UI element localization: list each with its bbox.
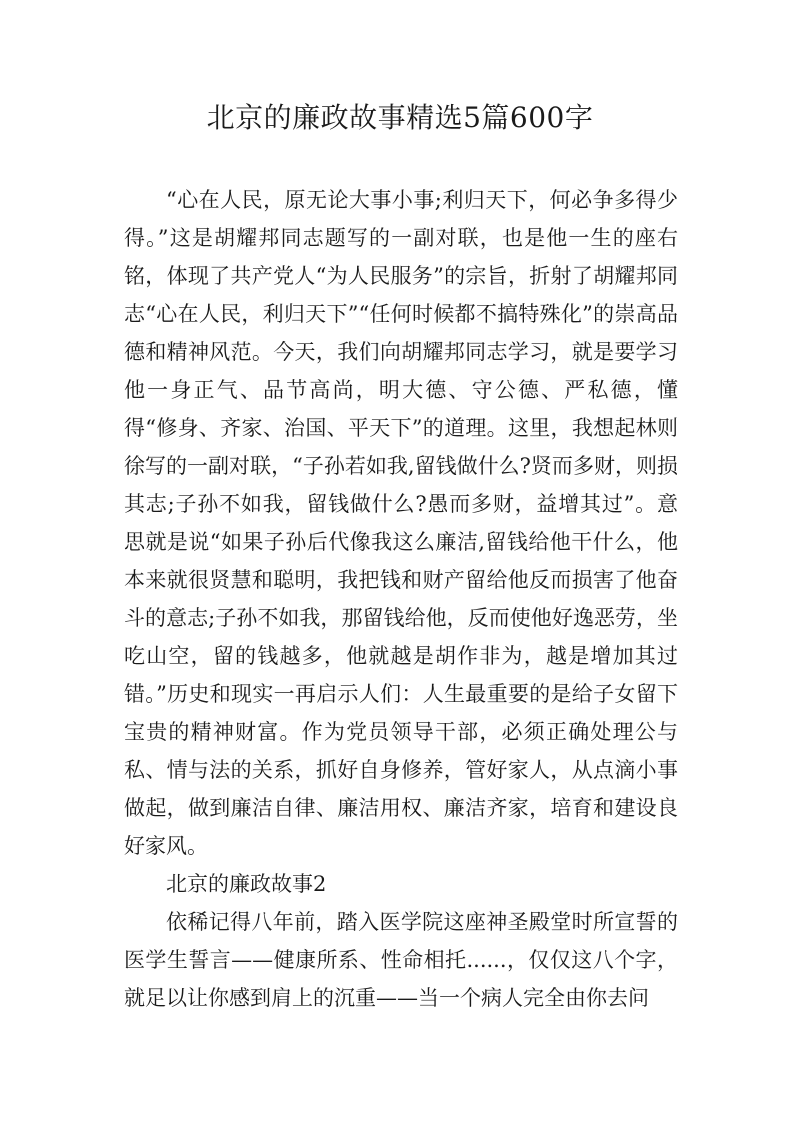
body-paragraph-1: “心在人民，原无论大事小事;利归天下，何必争多得少得。”这是胡耀邦同志题写的一副对联，也是他一生的座右铭，体现了共产党人“为人民服务”的宗旨，折射了胡耀邦同志“心在人民，利归天下”“任何时候都不搞特殊化”的崇高品德和精神风范。今天，我们向胡耀邦同志学习，就是要学习他一身正气、品节高尚，明大德、守公德、严私德，懂得“修身、齐家、治国、平天下”的道理。这里，我想起林则徐写的一副对联，“子孙若如我,留钱做什么?贤而多财，则损其志;子孙不如我，留钱做什么?愚而多财，益增其过”。意思就是说“如果子孙后代像我这么廉洁,留钱给他干什么，他本来就很贤慧和聪明，我把钱和财产留给他反而损害了他奋斗的意志;子孙不如我，那留钱给他，反而使他好逸恶劳，坐吃山空，留的钱越多，他就越是胡作非为，越是增加其过错。”历史和现实一再启示人们：人生最重要的是给子女留下宝贵的精神财富。作为党员领导干部，必须正确处理公与私、情与法的关系，抓好自身修养，管好家人，从点滴小事做起，做到廉洁自律、廉洁用权、廉洁齐家，培育和建设良好家风。 xyxy=(124,188,678,858)
section-heading: 北京的廉政故事2 xyxy=(166,872,327,896)
document-title: 北京的廉政故事精选5篇600字 xyxy=(206,101,594,134)
document-body xyxy=(124,181,678,1017)
body-paragraph-2: 依稀记得八年前，踏入医学院这座神圣殿堂时所宣誓的医学生誓言——健康所系、性命相托......，仅仅这八个字，就足以让你感到肩上的沉重——当一个病人完全由你去问 xyxy=(124,910,678,1010)
